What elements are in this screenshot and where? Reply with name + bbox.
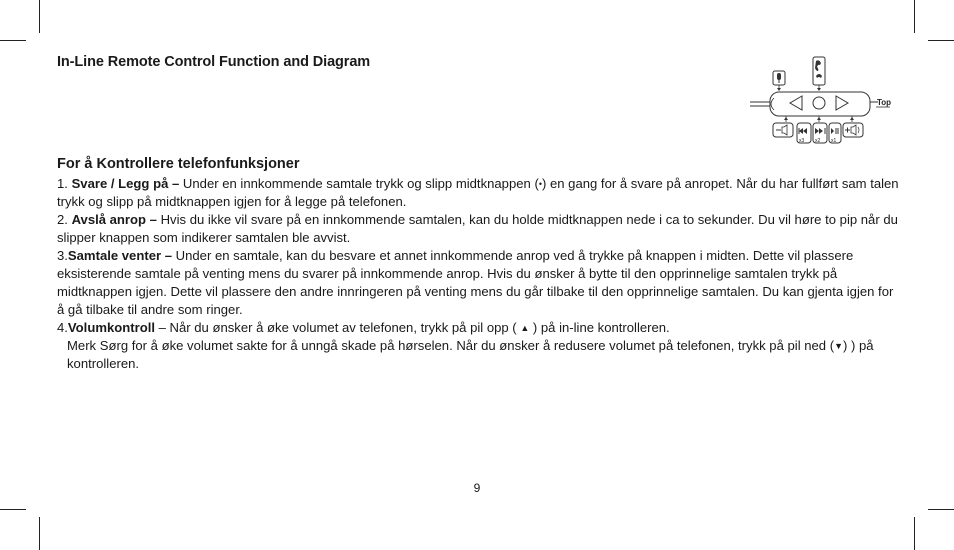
phone-answer-icon xyxy=(813,57,825,85)
item-text: Under en samtale, kan du besvare et annet innkommende anrop ved å trykke på knappen i midten. Dette vil plassere eksisterende samtale på venting mens du svarer på innkommende anrop. Hvis du ønsker å bytte til den opprinnelige samtalen trykk på midtknappen igjen. Dette vil plassere den andre innringeren på venting mens du går tilbake til den opprinnelige samtalen. Du kan gjenta igjen for å gå tilbake til andre som ringer. xyxy=(57,248,894,317)
item-text: – Når du ønsker å øke volumet av telefonen, trykk på pil opp ( xyxy=(154,320,521,335)
list-item xyxy=(57,319,899,373)
item-text: ) ) på kontrolleren. xyxy=(67,338,874,371)
page-heading: In-Line Remote Control Function and Diagram xyxy=(57,54,371,70)
item-text: Merk Sørg for å øke volumet sakte for å unngå skade på hørselen. Når du ønsker å redusere volumet på telefonen, trykk på pil ned ( xyxy=(67,338,835,353)
item-lead: Volumkontroll xyxy=(67,320,155,335)
remote-control-diagram xyxy=(750,52,900,148)
item-lead: Avslå anrop – xyxy=(71,212,157,227)
center-button-icon: • xyxy=(538,179,542,189)
crop-mark xyxy=(0,509,26,510)
crop-mark xyxy=(928,509,954,510)
crop-mark xyxy=(39,0,40,33)
item-number: 1. xyxy=(57,176,68,191)
press-count-x1: x1 xyxy=(831,138,837,144)
page-number: 9 xyxy=(473,481,481,495)
press-count-x3: x3 xyxy=(799,138,805,144)
top-label: Top xyxy=(877,98,892,107)
crop-mark xyxy=(0,40,26,41)
list-item xyxy=(57,175,899,211)
item-text: ) på in-line kontrolleren. xyxy=(529,320,670,335)
volume-up-icon xyxy=(843,123,863,137)
section-title: For å Kontrollere telefonfunksjoner xyxy=(57,156,300,172)
list-item xyxy=(57,211,899,247)
item-number: 4. xyxy=(57,320,68,335)
item-number: 3. xyxy=(57,248,68,263)
item-text: Hvis du ikke vil svare på en innkommende samtalen, kan du holde midtknappen nede i ca to sekunder. Du vil høre to pip når du slipper knappen som indikerer samtalen ble avvist. xyxy=(57,212,898,245)
crop-mark xyxy=(39,517,40,550)
list-item xyxy=(57,247,899,319)
crop-mark xyxy=(914,517,915,550)
item-number: 2. xyxy=(57,212,68,227)
arrow-down-icon: ▼ xyxy=(834,341,844,351)
phone-functions-section xyxy=(57,155,899,373)
item-text: Under en innkommende samtale trykk og slipp midtknappen ( xyxy=(179,176,539,191)
microphone-icon xyxy=(773,71,785,85)
crop-mark xyxy=(914,0,915,33)
crop-mark xyxy=(928,40,954,41)
arrow-up-icon: ▲ xyxy=(520,323,530,333)
item-lead: Svare / Legg på – xyxy=(71,176,180,191)
item-text: ) en gang for å svare på anropet. Når du har fullført sam talen trykk og slipp på midtknappen igjen for å legge på telefonen. xyxy=(57,176,899,209)
press-count-x2: x2 xyxy=(815,138,821,144)
item-lead: Samtale venter – xyxy=(67,248,173,263)
volume-down-icon xyxy=(773,123,793,137)
